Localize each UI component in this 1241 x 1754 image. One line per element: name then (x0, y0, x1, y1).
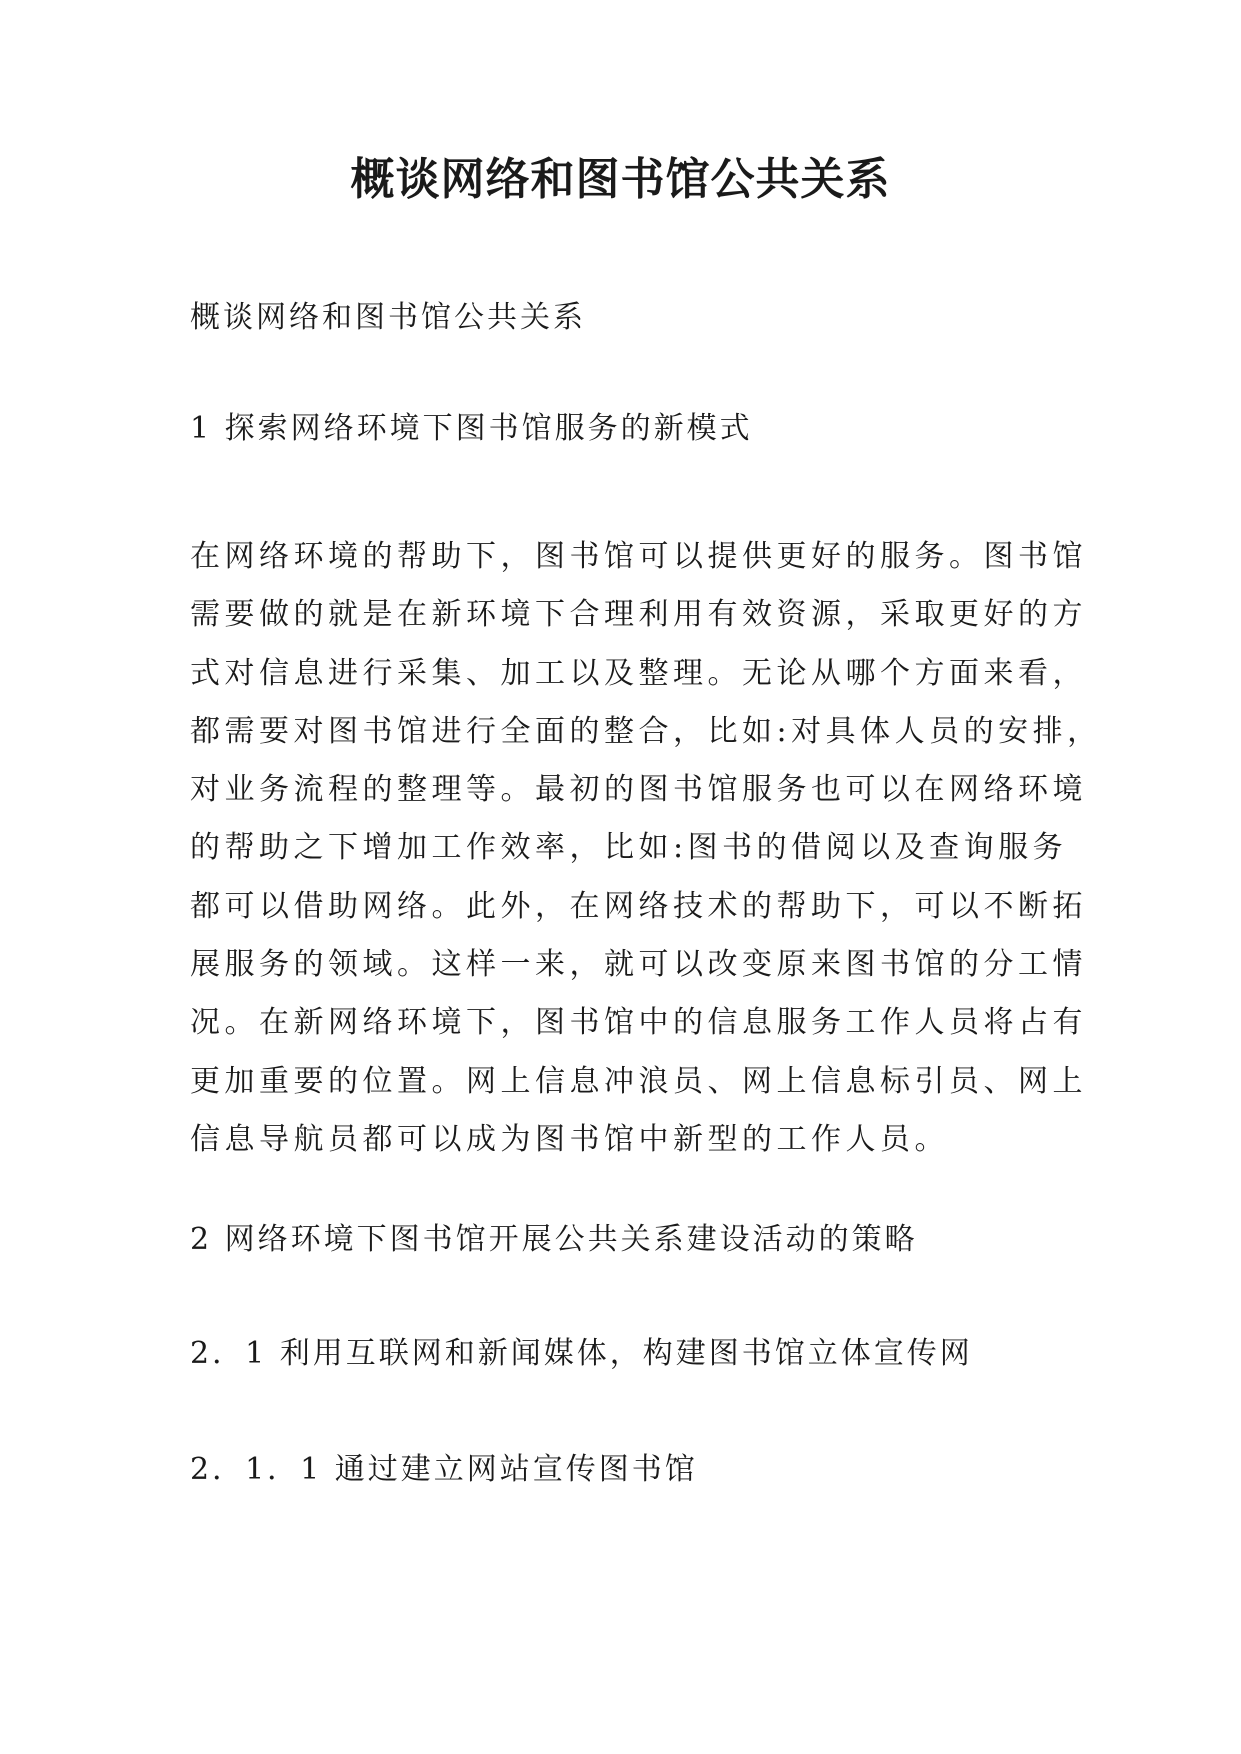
section-1-heading: 1 探索网络环境下图书馆服务的新模式 (190, 411, 753, 446)
paragraph-line: 都需要对图书馆进行全面的整合，比如:对具体人员的安排， (190, 713, 1102, 749)
paragraph-line: 信息导航员都可以成为图书馆中新型的工作人员。 (190, 1121, 949, 1157)
paragraph-line: 在网络环境的帮助下，图书馆可以提供更好的服务。图书馆 (190, 539, 1087, 574)
paragraph-line: 都可以借助网络。此外，在网络技术的帮助下，可以不断拓 (190, 888, 1087, 924)
paragraph-line: 展服务的领域。这样一来，就可以改变原来图书馆的分工情 (190, 947, 1087, 983)
section-2-heading: 2 网络环境下图书馆开展公共关系建设活动的策略 (190, 1222, 918, 1257)
section-2-1-heading: 2．1 利用互联网和新闻媒体，构建图书馆立体宣传网 (190, 1336, 973, 1371)
paragraph-line: 需要做的就是在新环境下合理利用有效资源，采取更好的方 (190, 597, 1087, 633)
paragraph-1 (190, 528, 1102, 1169)
document-title: 概谈网络和图书馆公共关系 (350, 154, 891, 205)
paragraph-line: 更加重要的位置。网上信息冲浪员、网上信息标引员、网上 (190, 1063, 1087, 1099)
document-subtitle: 概谈网络和图书馆公共关系 (190, 300, 586, 335)
paragraph-line: 对业务流程的整理等。最初的图书馆服务也可以在网络环境 (190, 772, 1087, 808)
paragraph-line: 式对信息进行采集、加工以及整理。无论从哪个方面来看， (190, 655, 1087, 691)
paragraph-line: 的帮助之下增加工作效率，比如:图书的借阅以及查询服务 (190, 830, 1068, 866)
section-2-1-1-heading: 2．1．1 通过建立网站宣传图书馆 (190, 1452, 698, 1487)
paragraph-line: 况。在新网络环境下，图书馆中的信息服务工作人员将占有 (190, 1005, 1087, 1041)
